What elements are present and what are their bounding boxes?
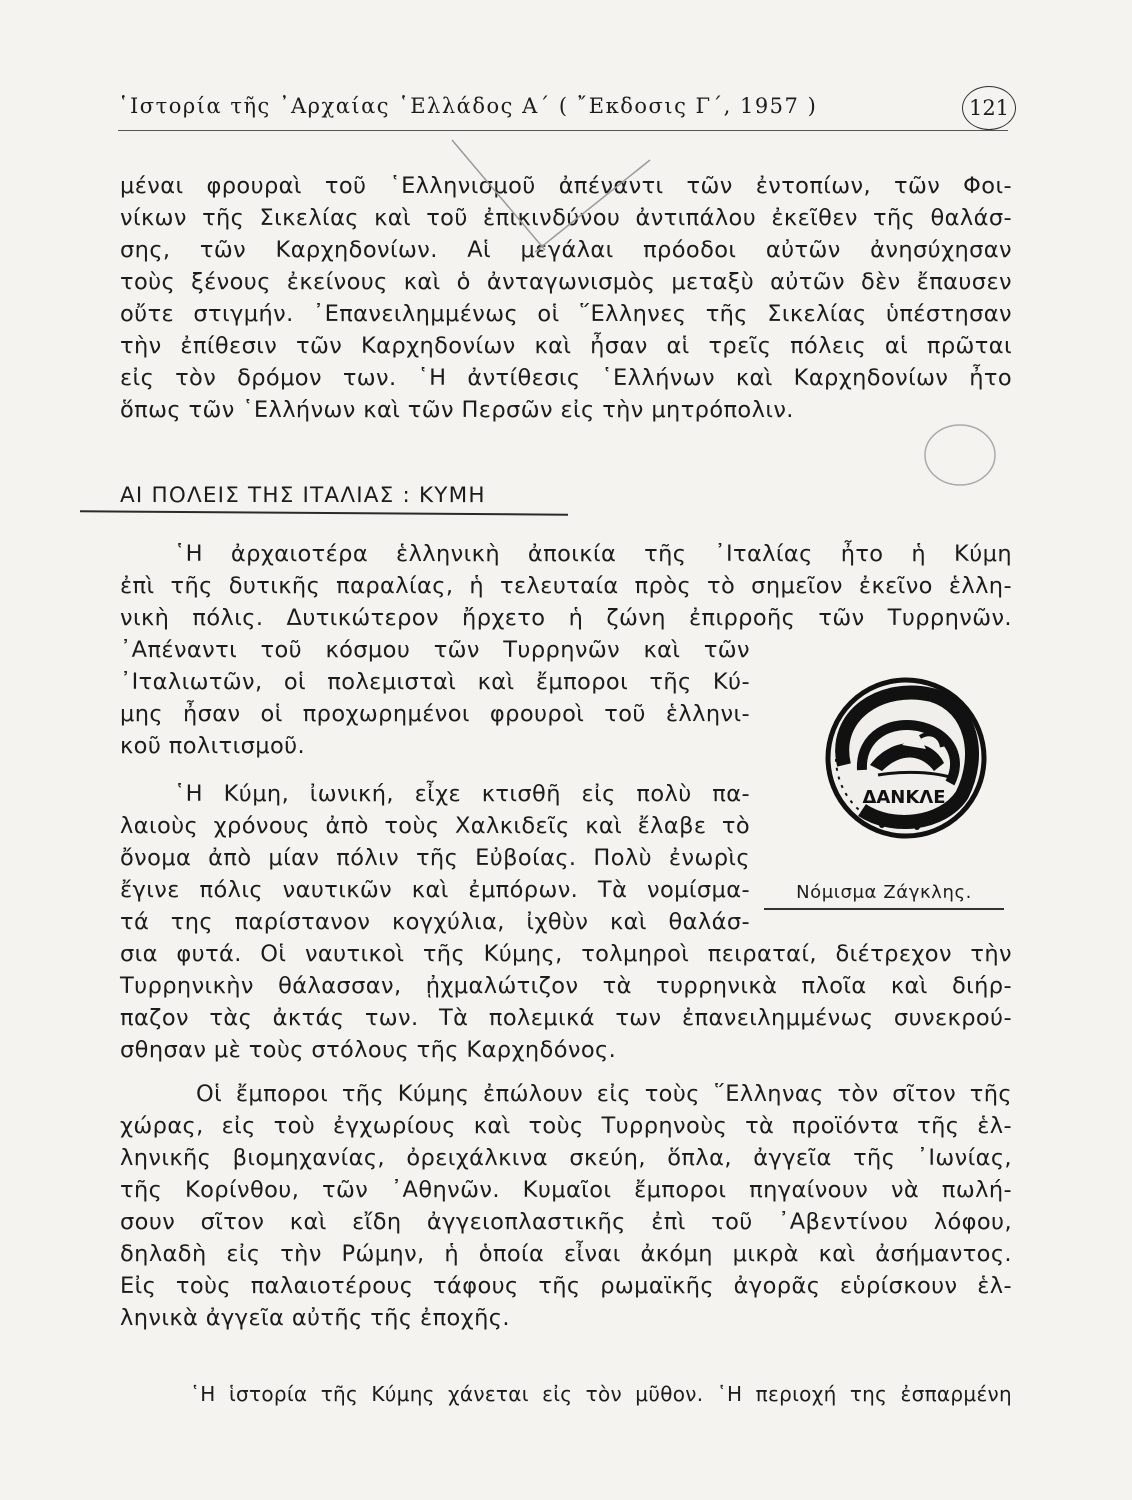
paragraph-kyme-trade (120, 1078, 1012, 1334)
text-line: σης, τῶν Καρχηδονίων. Αἱ μεγάλαι πρόοδοι αὐτῶν ἀνησύχησαν (120, 237, 1012, 263)
heading-underline (80, 510, 568, 515)
paragraph-kyme-intro (120, 538, 1012, 634)
text-line: ἐπὶ τῆς δυτικῆς παραλίας, ἡ τελευταία πρὸς τὸ σημεῖον ἐκεῖνο ἑλλη- (120, 573, 1012, 599)
paragraph-continuation (120, 170, 1012, 426)
text-line: ᾿Ιταλιωτῶν, οἱ πολεμισταὶ καὶ ἔμποροι τῆς Κύ- (120, 669, 750, 695)
text-line: νίκων τῆς Σικελίας καὶ τοῦ ἐπικινδύνου ἀντιπάλου ἐκεῖθεν τῆς θαλάσ- (120, 205, 1012, 231)
text-line: ῾Η ἀρχαιοτέρα ἑλληνικὴ ἀποικία τῆς ᾿Ιταλίας ἦτο ἡ Κύμη (174, 541, 1012, 567)
page-number: 121 (962, 86, 1016, 130)
text-line: οὔτε στιγμήν. ᾿Επανειλημμένως οἱ ῞Ελληνες τῆς Σικελίας ὑπέστησαν (120, 301, 1012, 327)
text-line: ἔγινε πόλις ναυτικῶν καὶ ἐμπόρων. Τὰ νομίσμα- (120, 877, 750, 903)
text-line: μέναι φρουραὶ τοῦ ῾Ελληνισμοῦ ἀπέναντι τῶν ἐντοπίων, τῶν Φοι- (120, 173, 1012, 199)
text-line: νικὴ πόλις. Δυτικώτερον ἤρχετο ἡ ζώνη ἐπιρροῆς τῶν Τυρρηνῶν. (120, 605, 1012, 631)
text-line: ληνικῆς βιομηχανίας, ὀρειχάλκινα σκεύη, ὅπλα, ἀγγεῖα τῆς ᾿Ιωνίας, (120, 1145, 1012, 1171)
text-line: τά της παρίστανον κογχύλια, ἰχθὺν καὶ θαλάσ- (120, 909, 750, 935)
text-line: παζον τὰς ἀκτάς των. Τὰ πολεμικά των ἐπανειλημμένως συνεκρού- (120, 1005, 1012, 1031)
text-line: τοὺς ξένους ἐκείνους καὶ ὁ ἀνταγωνισμὸς μεταξὺ αὐτῶν δὲν ἔπαυσεν (120, 269, 1012, 295)
paragraph-kyme-history (120, 1378, 1012, 1410)
text-line: ὅπως τῶν ῾Ελλήνων καὶ τῶν Περσῶν εἰς τὴν μητρόπολιν. (120, 397, 794, 423)
text-line: ληνικὰ ἀγγεῖα αὐτῆς τῆς ἐποχῆς. (120, 1305, 510, 1331)
figure-caption: Νόμισμα Ζάγκλης. (796, 882, 972, 903)
header-rule (118, 130, 1008, 131)
text-line: Τυρρηνικὴν θάλασσαν, ᾐχμαλώτιζον τὰ τυρρηνικὰ πλοῖα καὶ διήρ- (120, 973, 1012, 999)
text-line: ῾Η Κύμη, ἰωνική, εἶχε κτισθῆ εἰς πολὺ πα- (174, 781, 750, 807)
text-line: κοῦ πολιτισμοῦ. (120, 733, 306, 759)
running-header: ῾Ιστορία τῆς ᾿Αρχαίας ῾Ελλάδος Α΄ ( ῎Εκδοσις Γ΄, 1957 ) (118, 94, 818, 118)
text-line: ᾿Απέναντι τοῦ κόσμου τῶν Τυρρηνῶν καὶ τῶν (120, 637, 750, 663)
text-line: χώρας, εἰς τοὺ ἐγχωρίους καὶ τοὺς Τυρρηνοὺς τὰ προϊόντα τῆς ἑλ- (120, 1113, 1012, 1139)
coin-lettering: ΔΑΝΚΛΕ (862, 787, 946, 808)
caption-underline (764, 908, 1004, 910)
text-line: εἰς τὸν δρόμον των. ῾Η ἀντίθεσις ῾Ελλήνων καὶ Καρχηδονίων ἦτο (120, 365, 1012, 391)
section-heading: ΑΙ ΠΟΛΕΙΣ ΤΗΣ ΙΤΑΛΙΑΣ : ΚΥΜΗ (120, 483, 486, 508)
coin-image (822, 675, 990, 841)
paragraph-kyme-intro-narrow (120, 634, 750, 762)
text-line: σια φυτά. Οἱ ναυτικοὶ τῆς Κύμης, τολμηροὶ πειραταί, διέτρεχον τὴν (120, 941, 1012, 967)
paragraph-kyme-sailors (120, 938, 1012, 1066)
text-line: λαιοὺς χρόνους ἀπὸ τοὺς Χαλκιδεῖς καὶ ἔλαβε τὸ (120, 813, 750, 839)
text-line: μης ἦσαν οἱ προχωρημένοι φρουροὶ τοῦ ἑλληνι- (120, 701, 750, 727)
text-line: Οἱ ἔμποροι τῆς Κύμης ἐπώλουν εἰς τοὺς ῞Ελληνας τὸν σῖτον τῆς (196, 1081, 1012, 1107)
text-line: τῆς Κορίνθου, τῶν ᾿Αθηνῶν. Κυμαῖοι ἔμποροι πηγαίνουν νὰ πωλή- (120, 1177, 1012, 1203)
text-line: τὴν ἐπίθεσιν τῶν Καρχηδονίων καὶ ἦσαν αἱ τρεῖς πόλεις αἱ πρῶται (120, 333, 1012, 359)
text-line: δηλαδὴ εἰς τὴν Ρώμην, ἡ ὁποία εἶναι ἀκόμη μικρὰ καὶ ἀσήμαντος. (120, 1241, 1012, 1267)
text-line: σθησαν μὲ τοὺς στόλους τῆς Καρχηδόνος. (120, 1037, 617, 1063)
text-line: Εἰς τοὺς παλαιοτέρους τάφους τῆς ρωμαϊκῆς ἀγορᾶς εὑρίσκουν ἑλ- (120, 1273, 1012, 1299)
paragraph-kyme-founding (120, 778, 750, 938)
text-line: ὄνομα ἀπὸ μίαν πόλιν τῆς Εὐβοίας. Πολὺ ἐνωρὶς (120, 845, 750, 871)
text-line: σουν σῖτον καὶ εἴδη ἀγγειοπλαστικῆς ἐπὶ τοῦ ᾿Αβεντίνου λόφου, (120, 1209, 1012, 1235)
text-line: ῾Η ἱστορία τῆς Κύμης χάνεται εἰς τὸν μῦθον. ῾Η περιοχή της ἐσπαρμένη (190, 1382, 1012, 1406)
